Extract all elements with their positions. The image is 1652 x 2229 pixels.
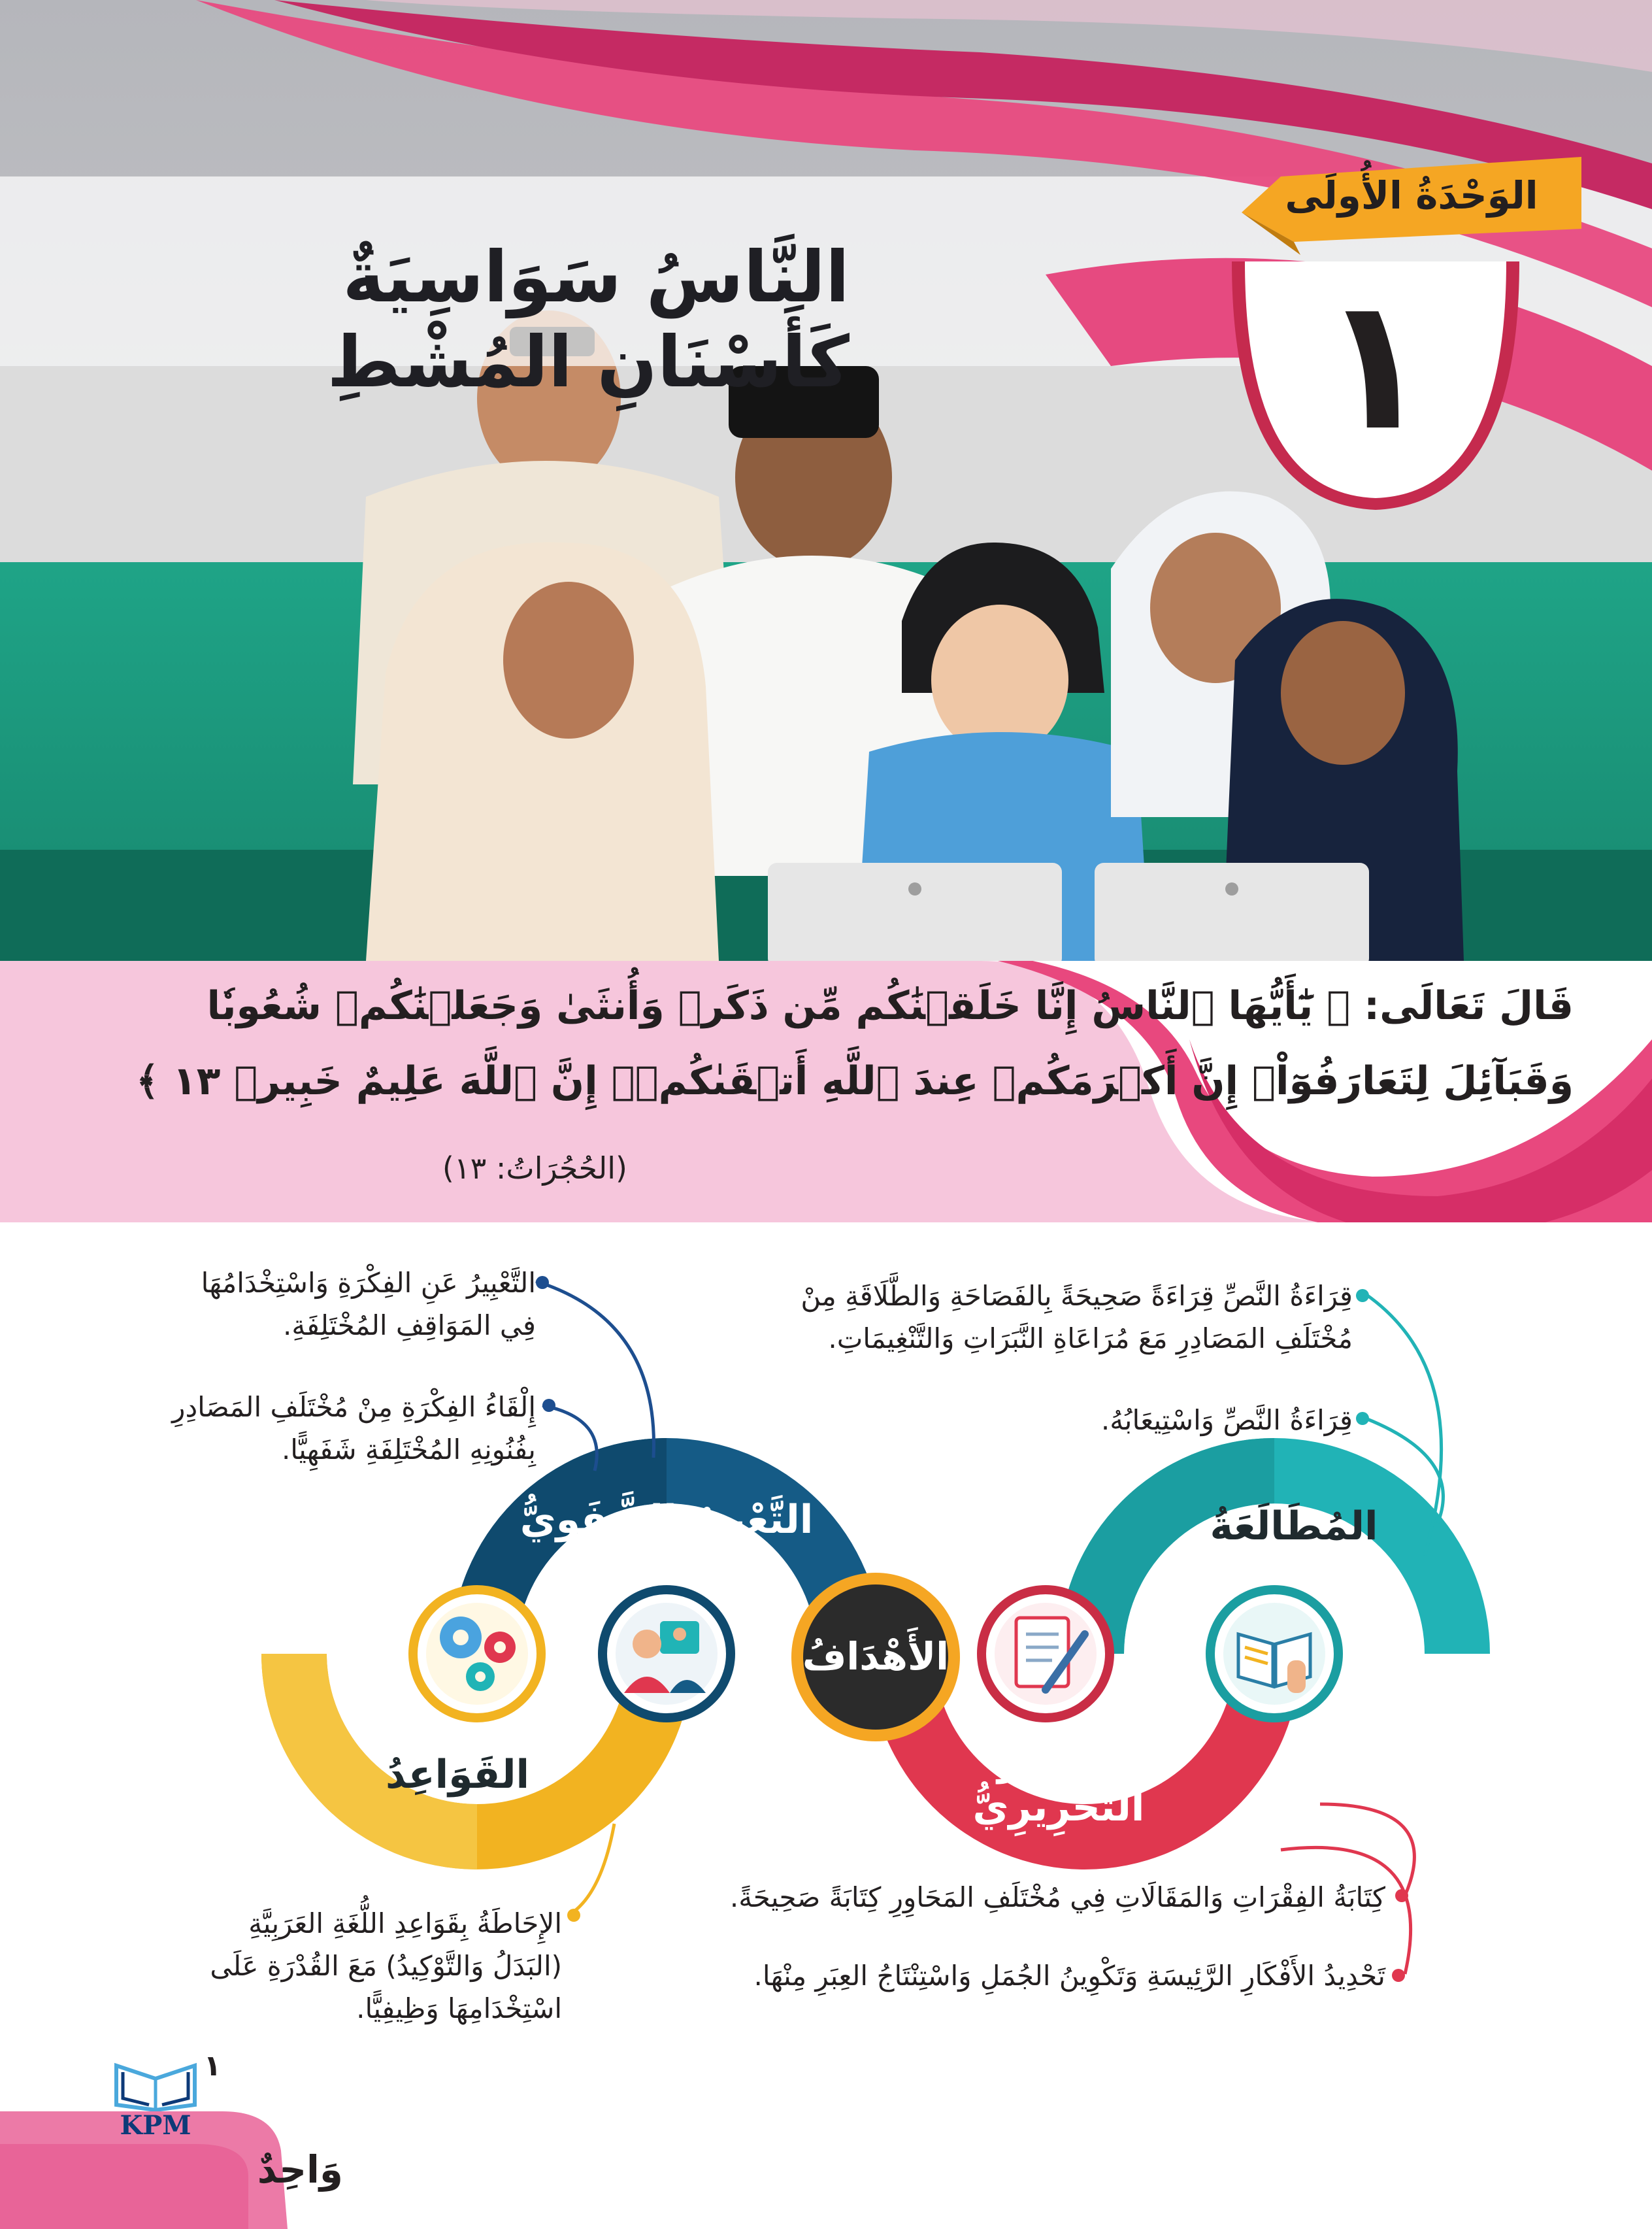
verse-line-1: قَالَ تَعَالَى: ﴿ يَٰٓأَيُّهَا ٱلنَّاسُ إِنَّا خَلَقۡنَٰكُم مِّن ذَكَرٖ وَأُنثَىٰ وَجَعَلۡنَٰكُمۡ شُعُوبٗا xyxy=(206,983,1574,1029)
unit-number: ١ xyxy=(1319,258,1432,471)
grammar-objective-1: الإِحَاطَةُ بِقَوَاعِدِ اللُّغَةِ العَرَبِيَّةِ (البَدَلُ وَالتَّوْكِيدُ) مَعَ القُدْرَةِ عَلَى اسْتِخْدَامِهَا وَظِيفِيًّا. xyxy=(210,1907,562,2025)
unit-label: الوَحْدَةُ الأُولَى xyxy=(1285,173,1538,218)
kpm-logo-text: KPM xyxy=(120,2110,191,2141)
reading-label: المُطَالَعَةُ xyxy=(1210,1503,1378,1549)
oral-objective-1: التَّعْبِيرُ عَنِ الفِكْرَةِ وَاسْتِخْدَامُهَا فِي المَوَاقِفِ المُخْتَلِفَةِ. xyxy=(201,1267,536,1342)
reading-objective-2: قِرَاءَةُ النَّصِّ وَاسْتِيعَابُهُ. xyxy=(1100,1404,1353,1436)
writing-objective-2: تَحْدِيدُ الأَفْكَارِ الرَّئِيسَةِ وَتَكْوِينُ الجُمَلِ وَاسْتِنْتَاجُ العِبَرِ مِنْهَا. xyxy=(753,1960,1385,1992)
verse-line-2: وَقَبَآئِلَ لِتَعَارَفُوٓاْۚ إِنَّ أَكۡرَمَكُمۡ عِندَ ٱللَّهِ أَتۡقَىٰكُمۡۚ إِنَّ ٱللَّهَ عَلِيمٌ خَبِيرٞ ١٣ ﴾ xyxy=(136,1058,1574,1104)
writing-objective-1: كِتَابَةُ الفِقْرَاتِ وَالمَقَالَاتِ فِي مُخْتَلَفِ المَحَاوِرِ كِتَابَةً صَحِيحَةً. xyxy=(729,1881,1385,1913)
oral-objective-2: إِلْقَاءُ الفِكْرَةِ مِنْ مُخْتَلَفِ المَصَادِرِ بِفُنُونِهِ المُخْتَلِفَةِ شَفَهِيًّا. xyxy=(172,1391,536,1466)
unit-title: النَّاسُ سَوَاسِيَةٌ كَأَسْنَانِ المُشْطِ xyxy=(327,237,850,403)
reading-book-icon xyxy=(1210,1590,1338,1718)
kpm-book-logo-icon xyxy=(110,2053,201,2111)
oral-label: التَّعْبِيرُ الشَّفَوِيُّ xyxy=(520,1497,814,1543)
page-number-word: وَاحِدٌ xyxy=(257,2147,343,2192)
writing-label: التَّعْبِيرُ التَّحْرِيرِيُّ xyxy=(972,1739,1145,1830)
gears-icon xyxy=(413,1590,541,1718)
reading-objective-1: قِرَاءَةُ النَّصِّ قِرَاءَةً صَحِيحَةً بِالفَصَاحَةِ وَالطَّلَاقَةِ مِنْ مُخْتَلَفِ المَصَادِرِ مَعَ مُرَاعَاةِ النَّبَرَاتِ وَالتَّنْغِيمَاتِ. xyxy=(801,1280,1353,1355)
notepad-pen-icon xyxy=(982,1590,1110,1718)
conversation-icon xyxy=(603,1590,731,1718)
objectives-center-label: الأَهْدَافُ xyxy=(802,1634,950,1679)
verse-reference: (الحُجُرَاتُ: ١٣) xyxy=(442,1150,627,1186)
grammar-label: القَوَاعِدُ xyxy=(385,1752,530,1798)
page-number: ١ xyxy=(203,2049,222,2083)
